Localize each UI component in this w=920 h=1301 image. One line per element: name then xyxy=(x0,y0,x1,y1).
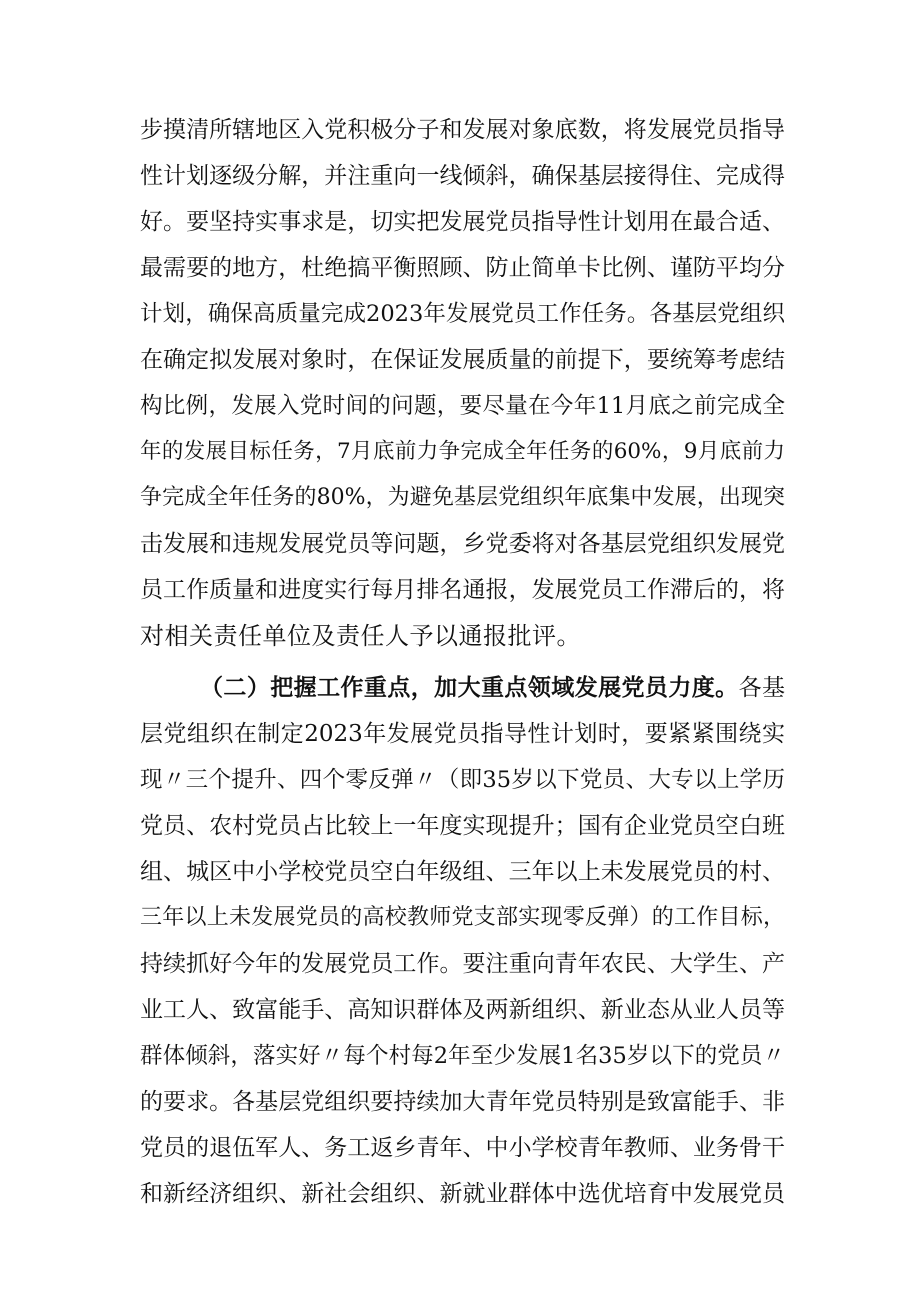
paragraph-line: 层党组织在制定2023年发展党员指导性计划时，要紧紧围绕实 xyxy=(140,721,785,747)
paragraph-line: 构比例，发展入党时间的问题，要尽量在今年11月底之前完成全 xyxy=(140,393,785,419)
paragraph-line: 持续抓好今年的发展党员工作。要注重向青年农民、大学生、产 xyxy=(140,951,785,977)
paragraph-line: 性计划逐级分解，并注重向一线倾斜，确保基层接得住、完成得 xyxy=(140,163,785,189)
paragraph-line: 年的发展目标任务，7月底前力争完成全年任务的60%，9月底前力 xyxy=(140,439,785,464)
paragraph-line: 党员的退伍军人、务工返乡青年、中小学校青年教师、业务骨干 xyxy=(140,1135,785,1161)
paragraph-line: 的要求。各基层党组织要持续加大青年党员特别是致富能手、非 xyxy=(140,1089,785,1115)
paragraph-line: 争完成全年任务的80%，为避免基层党组织年底集中发展，出现突 xyxy=(140,485,785,510)
paragraph-line: 好。要坚持实事求是，切实把发展党员指导性计划用在最合适、 xyxy=(140,209,785,235)
paragraph-line: 最需要的地方，杜绝搞平衡照顾、防止简单卡比例、谨防平均分 xyxy=(140,255,785,281)
paragraph-line: 组、城区中小学校党员空白年级组、三年以上未发展党员的村、 xyxy=(140,859,785,885)
paragraph-line: 群体倾斜，落实好〃每个村每2年至少发展1名35岁以下的党员〃 xyxy=(140,1043,785,1069)
paragraph-line: 三年以上未发展党员的高校教师党支部实现零反弹）的工作目标， xyxy=(140,905,785,930)
section-heading: （二）把握工作重点，加大重点领域发展党员力度。 xyxy=(200,674,739,701)
paragraph-line: 击发展和违规发展党员等问题，乡党委将对各基层党组织发展党 xyxy=(140,531,785,557)
paragraph-line: 员工作质量和进度实行每月排名通报，发展党员工作滞后的，将 xyxy=(140,577,785,603)
paragraph-line: 在确定拟发展对象时，在保证发展质量的前提下，要统筹考虑结 xyxy=(140,347,785,373)
paragraph-line: 步摸清所辖地区入党积极分子和发展对象底数，将发展党员指导 xyxy=(140,117,785,143)
paragraph-line: 和新经济组织、新社会组织、新就业群体中选优培育中发展党员 xyxy=(140,1181,785,1207)
paragraph-line: 计划，确保高质量完成2023年发展党员工作任务。各基层党组织 xyxy=(140,301,785,327)
section-heading-continuation: 各基 xyxy=(738,675,785,701)
paragraph-line: 现〃三个提升、四个零反弹〃（即35岁以下党员、大专以上学历 xyxy=(140,767,785,793)
paragraph-line: 党员、农村党员占比较上一年度实现提升；国有企业党员空白班 xyxy=(140,813,785,839)
paragraph-line: 业工人、致富能手、高知识群体及两新组织、新业态从业人员等 xyxy=(140,997,785,1023)
paragraph-line: 对相关责任单位及责任人予以通报批评。 xyxy=(140,622,581,650)
section-heading-line xyxy=(200,668,785,708)
